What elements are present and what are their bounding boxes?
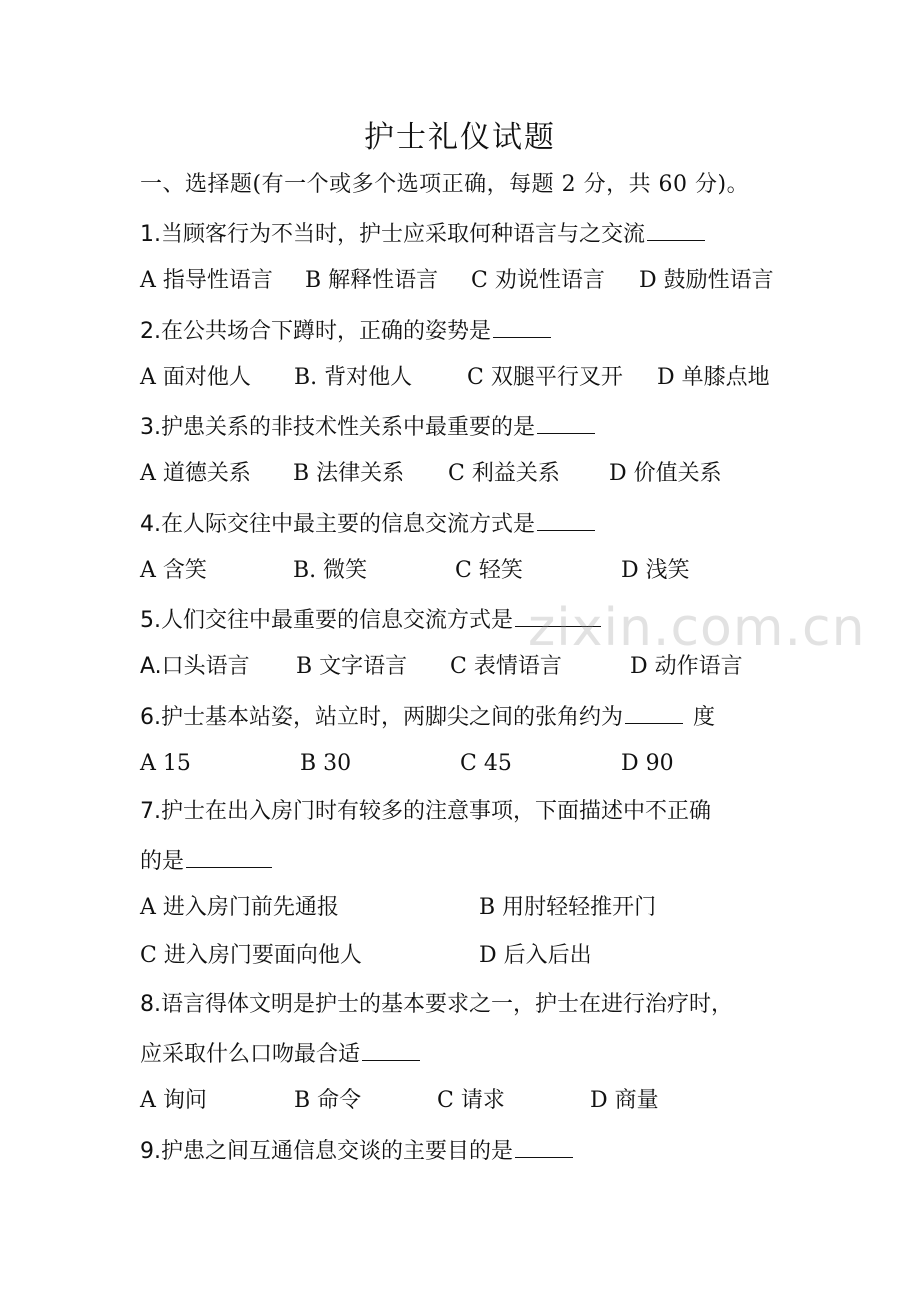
question-text: 7.护士在出入房门时有较多的注意事项，下面描述中不正确 [140,799,711,824]
option-a: A 道德关系 [140,461,251,486]
option-a: A 询问 [140,1088,207,1113]
option-a: A 指导性语言 [140,268,273,293]
option-d: D 鼓励性语言 [639,268,774,293]
question-2 [140,315,800,347]
question-text: 9.护患之间互通信息交谈的主要目的是 [140,1139,513,1164]
answer-blank [537,411,595,434]
option-c: C 进入房门要面向他人 [140,943,362,968]
section-heading: 一、选择题(有一个或多个选项正确，每题 2 分，共 60 分)。 [140,172,750,197]
question-9 [140,1135,800,1167]
option-a: A 面对他人 [140,365,251,390]
question-6 [140,701,800,733]
option-d: D 单膝点地 [657,365,770,390]
answer-blank [515,1135,573,1158]
question-8-continued [140,1038,800,1070]
option-c: C 表情语言 [450,654,562,679]
option-c: C 双腿平行叉开 [467,365,623,390]
page-title: 护士礼仪试题 [364,120,556,155]
option-a: A 15 [140,751,191,776]
question-text: 6.护士基本站姿，站立时，两脚尖之间的张角约为 [140,705,623,730]
unit-label: 度 [693,705,716,730]
option-c: C 45 [460,751,512,776]
option-a: A 进入房门前先通报 [140,895,339,920]
answer-blank [537,508,595,531]
question-8 [140,990,800,1020]
answer-blank [647,218,705,241]
question-3 [140,411,800,443]
watermark: zixin.com.cn [528,598,866,658]
option-b: B. 背对他人 [294,365,413,390]
option-d: D 动作语言 [630,654,743,679]
answer-blank [186,845,272,868]
option-b: B. 微笑 [293,558,368,583]
question-7 [140,797,800,827]
option-b: B 30 [300,751,352,776]
answer-blank [625,701,683,724]
option-b: B 命令 [294,1088,362,1113]
option-d: D 商量 [590,1088,659,1113]
option-c: C 利益关系 [448,461,560,486]
question-text: 5.人们交往中最重要的信息交流方式是 [140,608,513,633]
question-text: 的是 [140,849,185,874]
option-d: D 价值关系 [609,461,722,486]
option-a: A.口头语言 [140,654,250,679]
option-c: C 请求 [437,1088,505,1113]
answer-blank [362,1038,420,1061]
question-text: 8.语言得体文明是护士的基本要求之一，护士在进行治疗时， [140,992,733,1017]
question-text: 2.在公共场合下蹲时，正确的姿势是 [140,319,491,344]
option-a: A 含笑 [140,558,207,583]
question-text: 1.当顾客行为不当时，护士应采取何种语言与之交流 [140,222,645,247]
option-c: C 劝说性语言 [471,268,605,293]
option-d: D 后入后出 [479,943,592,968]
option-d: D 90 [621,751,674,776]
option-b: B 解释性语言 [305,268,439,293]
answer-blank [493,315,551,338]
option-d: D 浅笑 [621,558,690,583]
question-1 [140,218,800,250]
question-7-continued [140,845,800,877]
question-text: 4.在人际交往中最主要的信息交流方式是 [140,512,535,537]
option-c: C 轻笑 [455,558,523,583]
question-text: 应采取什么口吻最合适 [140,1042,361,1067]
option-b: B 用肘轻轻推开门 [479,895,657,920]
question-text: 3.护患关系的非技术性关系中最重要的是 [140,415,535,440]
option-b: B 法律关系 [293,461,405,486]
question-4 [140,508,800,540]
option-b: B 文字语言 [296,654,408,679]
